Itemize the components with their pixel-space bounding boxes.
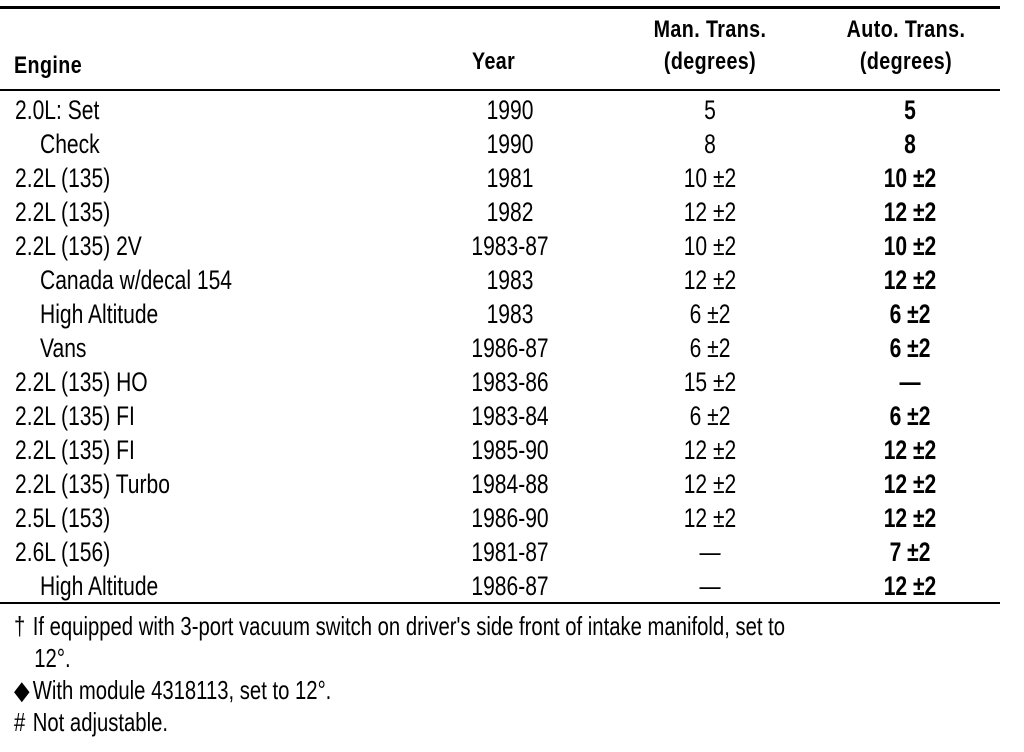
- auto-trans-cell: 12 ±2: [883, 571, 937, 601]
- footnote-hash: [14, 706, 786, 738]
- header-man-trans: [636, 14, 784, 78]
- engine-cell: 2.2L (135) Turbo: [15, 469, 170, 499]
- header-man-line1: Man. Trans.: [653, 16, 767, 43]
- auto-trans-cell: 7 ±2: [889, 537, 931, 567]
- table-row: [0, 433, 1024, 467]
- auto-trans-cell: 5: [904, 95, 916, 125]
- table-row: [0, 93, 1024, 127]
- year-cell: 1983-84: [471, 401, 549, 431]
- year-cell: 1990: [486, 129, 534, 159]
- year-cell: 1981: [486, 163, 534, 193]
- header-auto-trans: [832, 14, 980, 78]
- auto-trans-cell: 6 ±2: [889, 299, 931, 329]
- auto-trans-cell: 6 ±2: [889, 401, 931, 431]
- table-row: [0, 195, 1024, 229]
- header-auto-line2: (degrees): [859, 48, 953, 75]
- engine-cell: Vans: [40, 333, 87, 363]
- engine-cell: 2.6L (156): [15, 537, 111, 567]
- year-cell: 1983: [486, 299, 534, 329]
- year-cell: 1983-86: [471, 367, 549, 397]
- header-engine: Engine: [14, 52, 83, 79]
- engine-cell: 2.2L (135) FI: [15, 401, 135, 431]
- header-rule: [0, 89, 1000, 91]
- man-trans-cell: 8: [704, 129, 716, 159]
- engine-cell: 2.2L (135): [15, 163, 111, 193]
- table-body: [0, 93, 1024, 603]
- engine-cell: 2.2L (135) FI: [15, 435, 135, 465]
- table-row: [0, 535, 1024, 569]
- man-trans-cell: 12 ±2: [683, 197, 737, 227]
- table-row: [0, 399, 1024, 433]
- diamond-symbol: ◆: [14, 675, 30, 705]
- bottom-rule: [0, 602, 1000, 604]
- footnote-dagger: [14, 610, 786, 642]
- engine-cell: 2.0L: Set: [15, 95, 100, 125]
- auto-trans-cell: 12 ±2: [883, 265, 937, 295]
- auto-trans-cell: 8: [904, 129, 916, 159]
- table-row: [0, 365, 1024, 399]
- year-cell: 1982: [486, 197, 534, 227]
- top-rule: [0, 6, 1000, 9]
- engine-cell: 2.2L (135) 2V: [15, 231, 142, 261]
- table-row: [0, 569, 1024, 603]
- man-trans-cell: 6 ±2: [689, 333, 731, 363]
- table-row: [0, 467, 1024, 501]
- engine-cell: High Altitude: [40, 299, 159, 329]
- header-auto-line1: Auto. Trans.: [846, 16, 966, 43]
- footnote-diamond-text: With module 4318113, set to 12°.: [32, 675, 332, 705]
- auto-trans-cell: 6 ±2: [889, 333, 931, 363]
- auto-trans-cell: 12 ±2: [883, 469, 937, 499]
- man-trans-cell: 12 ±2: [683, 435, 737, 465]
- man-trans-cell: —: [699, 571, 721, 601]
- table-row: [0, 501, 1024, 535]
- man-trans-cell: 10 ±2: [683, 163, 737, 193]
- auto-trans-cell: —: [899, 367, 921, 397]
- footnote-dagger-cont: 12°.: [34, 643, 71, 673]
- table-row: [0, 331, 1024, 365]
- engine-cell: Canada w/decal 154: [40, 265, 233, 295]
- year-cell: 1985-90: [471, 435, 549, 465]
- header-man-line2: (degrees): [663, 48, 757, 75]
- engine-cell: 2.5L (153): [15, 503, 111, 533]
- year-cell: 1986-90: [471, 503, 549, 533]
- man-trans-cell: 10 ±2: [683, 231, 737, 261]
- auto-trans-cell: 10 ±2: [883, 163, 937, 193]
- year-cell: 1981-87: [471, 537, 549, 567]
- year-cell: 1984-88: [471, 469, 549, 499]
- engine-cell: High Altitude: [40, 571, 159, 601]
- man-trans-cell: 12 ±2: [683, 265, 737, 295]
- man-trans-cell: 12 ±2: [683, 503, 737, 533]
- man-trans-cell: 5: [704, 95, 716, 125]
- man-trans-cell: 15 ±2: [683, 367, 737, 397]
- table-row: [0, 161, 1024, 195]
- engine-cell: Check: [40, 129, 100, 159]
- year-cell: 1983: [486, 265, 534, 295]
- footnote-diamond: [14, 674, 786, 706]
- man-trans-cell: 12 ±2: [683, 469, 737, 499]
- engine-cell: 2.2L (135) HO: [15, 367, 148, 397]
- year-cell: 1986-87: [471, 333, 549, 363]
- auto-trans-cell: 10 ±2: [883, 231, 937, 261]
- engine-cell: 2.2L (135): [15, 197, 111, 227]
- year-cell: 1990: [486, 95, 534, 125]
- man-trans-cell: 6 ±2: [689, 401, 731, 431]
- table-row: [0, 127, 1024, 161]
- hash-symbol: #: [14, 707, 26, 737]
- man-trans-cell: 6 ±2: [689, 299, 731, 329]
- footnotes: [14, 610, 1004, 738]
- man-trans-cell: —: [699, 537, 721, 567]
- table-row: [0, 263, 1024, 297]
- footnote-dagger-text: If equipped with 3-port vacuum switch on driver's side front of intake manifold, set to: [32, 611, 786, 641]
- header-year: Year: [472, 48, 516, 75]
- table-row: [0, 229, 1024, 263]
- auto-trans-cell: 12 ±2: [883, 197, 937, 227]
- auto-trans-cell: 12 ±2: [883, 435, 937, 465]
- footnote-hash-text: Not adjustable.: [32, 707, 169, 737]
- dagger-symbol: †: [14, 611, 26, 641]
- year-cell: 1986-87: [471, 571, 549, 601]
- auto-trans-cell: 12 ±2: [883, 503, 937, 533]
- table-row: [0, 297, 1024, 331]
- year-cell: 1983-87: [471, 231, 549, 261]
